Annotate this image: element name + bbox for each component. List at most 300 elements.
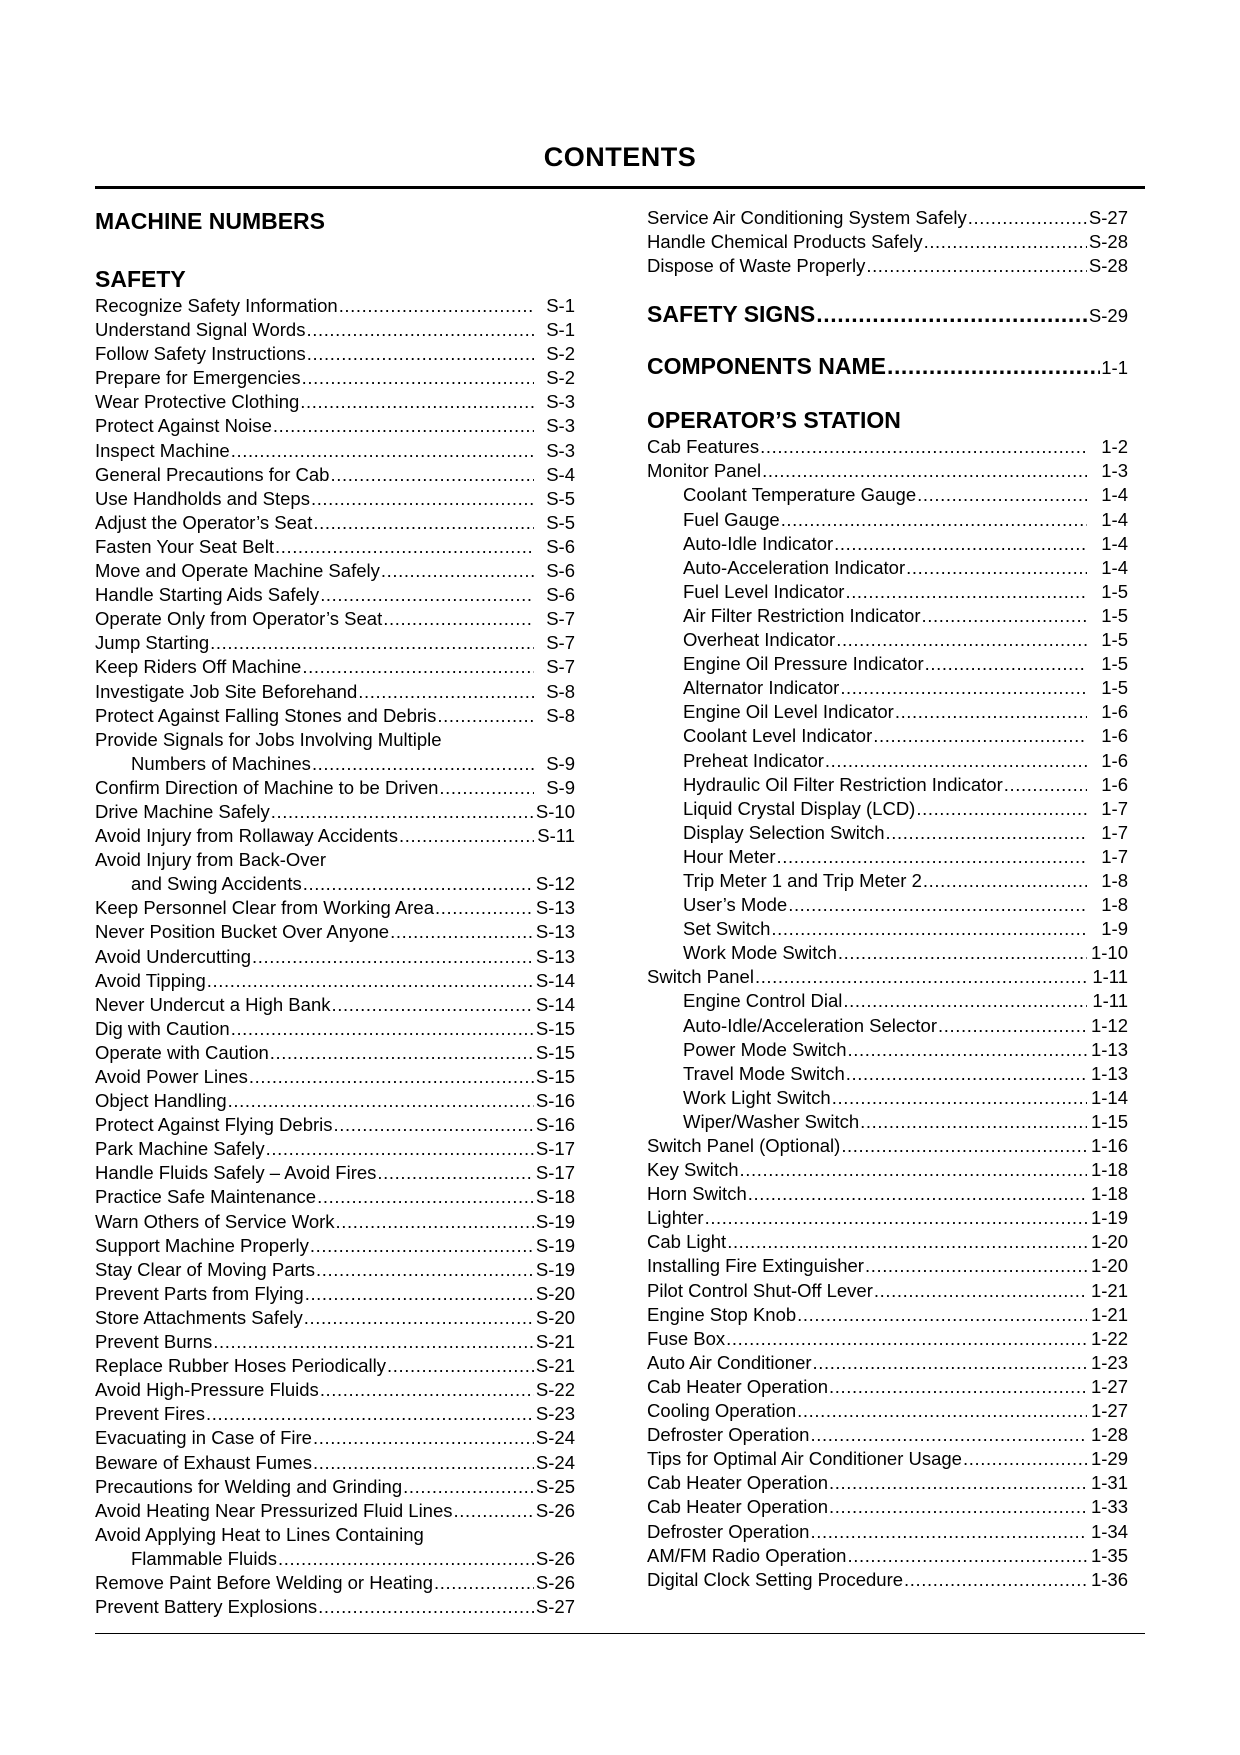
toc-entry-page: 1-7 [1101, 797, 1128, 819]
toc-entry[interactable] [647, 821, 1128, 845]
dot-leader [435, 896, 534, 920]
dot-leader [887, 351, 1100, 381]
dot-leader [810, 1423, 1087, 1447]
dot-leader [797, 1303, 1087, 1327]
toc-entry-page: S-19 [535, 1210, 575, 1232]
toc-entry-page: S-13 [535, 945, 575, 967]
toc-entry-title: Jump Starting [95, 632, 210, 654]
toc-entry-title: Defroster Operation [647, 1520, 810, 1542]
toc-entry-title: Evacuating in Case of Fire [95, 1427, 312, 1449]
dot-leader [843, 989, 1087, 1013]
toc-entry[interactable] [647, 483, 1128, 507]
toc-entry[interactable] [647, 652, 1128, 676]
toc-entry[interactable] [647, 797, 1128, 821]
toc-entry[interactable] [95, 390, 575, 414]
toc-entry-page: S-6 [546, 560, 575, 582]
toc-entry-title: Set Switch [683, 918, 771, 940]
dot-leader [304, 1306, 534, 1330]
dot-leader [210, 631, 534, 655]
toc-entry[interactable] [647, 206, 1128, 230]
toc-entry[interactable] [95, 704, 575, 728]
dot-leader [904, 1568, 1087, 1592]
toc-entry-title: Preheat Indicator [683, 749, 824, 771]
toc-entry[interactable] [647, 254, 1128, 278]
toc-entry[interactable] [647, 1568, 1128, 1592]
toc-entry[interactable] [95, 800, 575, 824]
title-rule [95, 186, 1145, 189]
toc-entry-page: S-8 [546, 680, 575, 702]
toc-entry-page: S-21 [535, 1331, 575, 1353]
toc-entry-title: Power Mode Switch [683, 1038, 847, 1060]
toc-entry-page: S-14 [535, 969, 575, 991]
toc-entry-page: S-20 [535, 1282, 575, 1304]
toc-entry-page: 1-18 [1090, 1183, 1128, 1205]
toc-entry[interactable] [95, 655, 575, 679]
toc-entry-page: S-28 [1088, 255, 1128, 277]
toc-entry[interactable] [647, 1062, 1128, 1086]
toc-entry-title: Work Light Switch [683, 1086, 831, 1108]
toc-entry-title: Dig with Caution [95, 1017, 230, 1039]
toc-entry[interactable] [647, 604, 1128, 628]
toc-entry[interactable] [647, 1158, 1128, 1182]
dot-leader [300, 390, 534, 414]
dot-leader [206, 1402, 534, 1426]
toc-entry-title: Cab Heater Operation [647, 1375, 828, 1397]
toc-entry[interactable] [95, 1185, 575, 1209]
dot-leader [273, 414, 534, 438]
toc-entry-title: User’s Mode [683, 894, 788, 916]
dot-leader [727, 1230, 1087, 1254]
toc-entry-page: S-10 [535, 800, 575, 822]
toc-entry[interactable] [95, 607, 575, 631]
toc-entry-title: Stay Clear of Moving Parts [95, 1258, 316, 1280]
toc-entry[interactable] [647, 1134, 1128, 1158]
dot-leader [303, 872, 534, 896]
toc-entry-title: Avoid Injury from Rollaway Accidents [95, 825, 398, 847]
toc-entry[interactable] [95, 463, 575, 487]
toc-entry-page: S-19 [535, 1234, 575, 1256]
toc-entry[interactable] [647, 773, 1128, 797]
dot-leader [302, 655, 534, 679]
toc-entry-title: Investigate Job Site Beforehand [95, 680, 358, 702]
toc-entry-title: Prepare for Emergencies [95, 367, 301, 389]
dot-leader [777, 845, 1087, 869]
dot-leader [339, 294, 534, 318]
dot-leader [845, 580, 1087, 604]
heading-operators-station[interactable]: OPERATOR’S STATION [647, 407, 901, 434]
toc-entry-title: Protect Against Falling Stones and Debris [95, 704, 437, 726]
toc-entry[interactable] [647, 749, 1128, 773]
toc-entry[interactable] [95, 1137, 575, 1161]
toc-entry-page: 1-19 [1090, 1207, 1128, 1229]
dot-leader [331, 993, 534, 1017]
dot-leader [847, 1544, 1087, 1568]
toc-entry[interactable] [95, 752, 575, 776]
toc-entry[interactable] [647, 1375, 1128, 1399]
left-column [95, 206, 575, 1619]
toc-entry-page: 1-8 [1101, 894, 1128, 916]
toc-entry-page: 1-6 [1101, 749, 1128, 771]
toc-entry-page: S-26 [535, 1547, 575, 1569]
toc-entry-title: and Swing Accidents [131, 873, 302, 895]
toc-entry-title: Store Attachments Safely [95, 1306, 303, 1328]
toc-entry-page: 1-13 [1090, 1062, 1128, 1084]
toc-entry-page: S-3 [546, 415, 575, 437]
toc-entry[interactable] [647, 556, 1128, 580]
toc-entry-title: Pilot Control Shut-Off Lever [647, 1279, 873, 1301]
right-column [647, 206, 1128, 1592]
dot-leader [726, 1327, 1087, 1351]
toc-entry-title: Work Mode Switch [683, 942, 837, 964]
toc-entry-page: 1-11 [1092, 990, 1128, 1012]
toc-entry[interactable] [95, 1234, 575, 1258]
dot-leader [311, 487, 534, 511]
toc-entry-title: Auto Air Conditioner [647, 1351, 812, 1373]
toc-entry-page: 1-29 [1090, 1448, 1128, 1470]
toc-entry[interactable] [95, 1065, 575, 1089]
toc-entry-page: S-16 [535, 1090, 575, 1112]
dot-leader [358, 680, 534, 704]
dot-leader [310, 1234, 534, 1258]
toc-entry[interactable] [647, 965, 1128, 989]
toc-entry[interactable] [647, 917, 1128, 941]
dot-leader [895, 700, 1087, 724]
dot-leader [387, 1354, 534, 1378]
toc-entry[interactable] [647, 1495, 1128, 1519]
toc-entry-title: Fuel Level Indicator [683, 580, 845, 602]
toc-entry[interactable] [95, 1499, 575, 1523]
toc-entry[interactable] [95, 896, 575, 920]
toc-entry-page: S-27 [1088, 207, 1128, 228]
toc-entry-title: Installing Fire Extinguisher [647, 1255, 864, 1277]
toc-entry-page: 1-9 [1101, 918, 1128, 940]
toc-entry-title: Liquid Crystal Display (LCD) [683, 797, 916, 819]
dot-leader [252, 945, 534, 969]
operators-station-entry-list [647, 435, 1128, 1592]
toc-entry[interactable] [95, 1475, 575, 1499]
toc-entry-page: 1-6 [1101, 701, 1128, 723]
toc-entry-page: 1-4 [1101, 532, 1128, 554]
toc-entry-page: S-25 [535, 1475, 575, 1497]
toc-entry[interactable] [95, 318, 575, 342]
toc-entry[interactable] [647, 1423, 1128, 1447]
toc-entry[interactable] [95, 776, 575, 800]
toc-entry-title: Remove Paint Before Welding or Heating [95, 1571, 433, 1593]
toc-entry-page: 1-5 [1101, 653, 1128, 675]
toc-entry-title: Prevent Burns [95, 1331, 213, 1353]
toc-entry[interactable] [95, 342, 575, 366]
toc-entry[interactable] [647, 941, 1128, 965]
dot-leader [840, 676, 1087, 700]
dot-leader [829, 1495, 1087, 1519]
toc-entry[interactable] [647, 1544, 1128, 1568]
toc-entry[interactable] [95, 969, 575, 993]
dot-leader [317, 1185, 534, 1209]
toc-entry-page: 1-33 [1090, 1496, 1128, 1518]
toc-entry-title: Protect Against Noise [95, 415, 272, 437]
dot-leader [924, 230, 1087, 254]
dot-leader [318, 1595, 534, 1619]
dot-leader [825, 749, 1087, 773]
toc-entry-page: 1-13 [1090, 1038, 1128, 1060]
toc-entry-page: S-15 [535, 1041, 575, 1063]
toc-entry-title: Keep Riders Off Machine [95, 656, 302, 678]
toc-entry-title: Cooling Operation [647, 1400, 797, 1422]
toc-entry[interactable] [95, 1210, 575, 1234]
toc-entry-page: S-4 [546, 463, 575, 485]
toc-entry-title: Air Filter Restriction Indicator [683, 604, 921, 626]
dot-leader [306, 318, 534, 342]
toc-entry-page: S-11 [537, 825, 575, 847]
toc-entry-continued[interactable] [95, 848, 575, 872]
toc-entry[interactable] [95, 680, 575, 704]
toc-entry-page: S-26 [535, 1499, 575, 1521]
toc-entry-components-name[interactable] [647, 351, 1128, 381]
toc-entry-title: Trip Meter 1 and Trip Meter 2 [683, 869, 922, 891]
toc-entry-title: Never Position Bucket Over Anyone [95, 921, 390, 943]
dot-leader [874, 1279, 1087, 1303]
toc-entry[interactable] [95, 631, 575, 655]
toc-entry-page: 1-18 [1090, 1159, 1128, 1181]
toc-entry-page: 1-21 [1090, 1279, 1128, 1301]
toc-entry[interactable] [95, 1402, 575, 1426]
toc-entry-title: AM/FM Radio Operation [647, 1544, 847, 1566]
toc-entry-page: 1-20 [1090, 1231, 1128, 1253]
toc-entry-title: Hour Meter [683, 845, 776, 867]
toc-entry[interactable] [95, 1113, 575, 1137]
dot-leader [865, 1254, 1087, 1278]
toc-entry-page: S-15 [535, 1017, 575, 1039]
dot-leader [207, 969, 534, 993]
toc-entry[interactable] [95, 559, 575, 583]
dot-leader [829, 1471, 1087, 1495]
toc-entry-page: 1-11 [1092, 966, 1128, 988]
toc-entry-title: Replace Rubber Hoses Periodically [95, 1355, 387, 1377]
toc-entry[interactable] [95, 1451, 575, 1475]
toc-entry[interactable] [647, 508, 1128, 532]
toc-entry-title: Beware of Exhaust Fumes [95, 1451, 312, 1473]
toc-entry[interactable] [647, 628, 1128, 652]
toc-entry[interactable] [647, 1520, 1128, 1544]
toc-entry-title: Inspect Machine [95, 439, 230, 461]
dot-leader [266, 1137, 534, 1161]
toc-entry[interactable] [95, 1282, 575, 1306]
dot-leader [968, 206, 1087, 230]
toc-entry-title: Move and Operate Machine Safely [95, 560, 380, 582]
toc-entry-title: Tips for Optimal Air Conditioner Usage [647, 1448, 962, 1470]
toc-entry-page: S-9 [546, 776, 575, 798]
toc-entry[interactable] [95, 1426, 575, 1450]
toc-entry-title: Cab Features [647, 436, 760, 458]
toc-entry-title: Fuse Box [647, 1327, 726, 1349]
dot-leader [846, 1062, 1087, 1086]
toc-entry-title: Switch Panel [647, 966, 754, 988]
toc-entry[interactable] [647, 1303, 1128, 1327]
toc-entry[interactable] [647, 1399, 1128, 1423]
toc-entry-title: Travel Mode Switch [683, 1062, 845, 1084]
dot-leader [228, 1089, 534, 1113]
toc-entry[interactable] [95, 583, 575, 607]
toc-entry-title: Numbers of Machines [131, 752, 311, 774]
heading-machine-numbers[interactable]: MACHINE NUMBERS [95, 208, 325, 234]
toc-entry-title: Avoid Heating Near Pressurized Fluid Lines [95, 1499, 453, 1521]
toc-entry[interactable] [647, 724, 1128, 748]
toc-entry[interactable] [95, 1041, 575, 1065]
toc-entry-page: 1-4 [1101, 508, 1128, 530]
toc-entry[interactable] [647, 1230, 1128, 1254]
toc-entry-title: Handle Starting Aids Safely [95, 584, 320, 606]
toc-entry-continued[interactable] [95, 1523, 575, 1547]
dot-leader [841, 1134, 1087, 1158]
dot-leader [963, 1447, 1087, 1471]
toc-entry[interactable] [647, 1279, 1128, 1303]
toc-entry[interactable] [647, 869, 1128, 893]
toc-entry[interactable] [647, 1254, 1128, 1278]
toc-entry[interactable] [647, 1206, 1128, 1230]
toc-entry[interactable] [647, 230, 1128, 254]
dot-leader [330, 463, 534, 487]
dot-leader [316, 1258, 534, 1282]
toc-entry[interactable] [95, 993, 575, 1017]
toc-entry[interactable] [647, 845, 1128, 869]
toc-entry[interactable] [95, 439, 575, 463]
toc-entry-title: Engine Stop Knob [647, 1303, 797, 1325]
toc-entry[interactable] [95, 824, 575, 848]
toc-entry-title: Avoid Tipping [95, 969, 206, 991]
toc-entry-title: Engine Control Dial [683, 990, 843, 1012]
toc-entry-page: S-12 [535, 873, 575, 895]
toc-entry-title: Avoid Applying Heat to Lines Containing [95, 1523, 424, 1545]
toc-entry[interactable] [95, 1089, 575, 1113]
dot-leader [320, 1378, 534, 1402]
toc-entry-page: S-7 [546, 632, 575, 654]
toc-entry[interactable] [95, 945, 575, 969]
toc-entry-title: General Precautions for Cab [95, 463, 330, 485]
toc-entry-page: S-6 [546, 535, 575, 557]
toc-entry-title: Understand Signal Words [95, 319, 306, 341]
toc-entry-title: Fasten Your Seat Belt [95, 535, 274, 557]
dot-leader [847, 1038, 1087, 1062]
dot-leader [275, 535, 534, 559]
toc-entry-page: S-24 [535, 1451, 575, 1473]
toc-entry[interactable] [95, 487, 575, 511]
toc-entry-page: S-5 [546, 487, 575, 509]
toc-entry-page: S-26 [535, 1571, 575, 1593]
toc-entry-title: Avoid Injury from Back-Over [95, 849, 326, 871]
toc-entry[interactable] [95, 1330, 575, 1354]
toc-entry[interactable] [95, 1017, 575, 1041]
toc-entry[interactable] [647, 1014, 1128, 1038]
toc-entry-title: Precautions for Welding and Grinding [95, 1475, 403, 1497]
dot-leader [313, 1451, 534, 1475]
toc-entry[interactable] [647, 1471, 1128, 1495]
toc-entry[interactable] [647, 989, 1128, 1013]
toc-entry[interactable] [647, 1351, 1128, 1375]
toc-entry[interactable] [95, 511, 575, 535]
toc-entry-title: Engine Oil Level Indicator [683, 701, 894, 723]
dot-leader [921, 604, 1087, 628]
toc-entry-title: Drive Machine Safely [95, 800, 270, 822]
toc-entry[interactable] [647, 580, 1128, 604]
safety-entry-list-continued [647, 206, 1128, 278]
dot-leader [917, 483, 1087, 507]
toc-entry-title: COMPONENTS NAME [647, 353, 886, 380]
dot-leader [781, 508, 1087, 532]
toc-entry[interactable] [95, 294, 575, 318]
dot-leader [271, 800, 534, 824]
dot-leader [916, 797, 1087, 821]
toc-entry-title: Operate Only from Operator’s Seat [95, 608, 383, 630]
toc-entry[interactable] [647, 676, 1128, 700]
toc-entry[interactable] [647, 532, 1128, 556]
toc-entry[interactable] [95, 414, 575, 438]
toc-entry-safety-signs[interactable] [647, 299, 1128, 329]
toc-entry[interactable] [647, 459, 1128, 483]
toc-entry-title: Park Machine Safely [95, 1138, 265, 1160]
toc-entry[interactable] [647, 1038, 1128, 1062]
toc-entry[interactable] [95, 1378, 575, 1402]
toc-entry[interactable] [647, 1086, 1128, 1110]
toc-entry[interactable] [647, 435, 1128, 459]
toc-entry[interactable] [647, 1110, 1128, 1134]
toc-entry-title: Coolant Level Indicator [683, 725, 873, 747]
toc-entry[interactable] [95, 1595, 575, 1619]
toc-entry-page: 1-8 [1101, 869, 1128, 891]
toc-entry[interactable] [647, 1182, 1128, 1206]
toc-entry-title: Auto-Idle Indicator [683, 532, 834, 554]
toc-entry-page: S-3 [546, 439, 575, 461]
toc-entry[interactable] [95, 1547, 575, 1571]
toc-entry[interactable] [95, 366, 575, 390]
toc-entry-title: Operate with Caution [95, 1041, 269, 1063]
toc-entry[interactable] [95, 535, 575, 559]
dot-leader [313, 511, 534, 535]
toc-entry[interactable] [647, 1327, 1128, 1351]
toc-entry-title: Avoid Undercutting [95, 945, 251, 967]
toc-entry-page: S-7 [546, 608, 575, 630]
toc-entry[interactable] [95, 1354, 575, 1378]
toc-entry-page: S-23 [535, 1403, 575, 1425]
dot-leader [810, 1520, 1087, 1544]
toc-entry-continued[interactable] [95, 728, 575, 752]
toc-entry-page: S-19 [535, 1258, 575, 1280]
dot-leader [278, 1547, 534, 1571]
toc-entry[interactable] [647, 700, 1128, 724]
toc-entry-title: Monitor Panel [647, 460, 762, 482]
toc-entry-page: S-21 [535, 1355, 575, 1377]
toc-entry[interactable] [95, 920, 575, 944]
toc-entry[interactable] [95, 872, 575, 896]
toc-entry-title: Practice Safe Maintenance [95, 1186, 317, 1208]
toc-entry-title: Support Machine Properly [95, 1234, 309, 1256]
toc-entry[interactable] [95, 1258, 575, 1282]
toc-entry-title: Avoid High-Pressure Fluids [95, 1379, 319, 1401]
toc-entry[interactable] [95, 1571, 575, 1595]
heading-safety[interactable]: SAFETY [95, 266, 186, 292]
toc-entry-page: 1-23 [1090, 1351, 1128, 1373]
toc-entry[interactable] [95, 1161, 575, 1185]
dot-leader [755, 965, 1087, 989]
dot-leader [434, 1571, 534, 1595]
dot-leader [834, 532, 1087, 556]
toc-entry[interactable] [647, 893, 1128, 917]
toc-entry-page: 1-7 [1101, 845, 1128, 867]
toc-entry[interactable] [647, 1447, 1128, 1471]
toc-entry-page: S-24 [535, 1427, 575, 1449]
toc-entry[interactable] [95, 1306, 575, 1330]
toc-entry-title: Switch Panel (Optional) [647, 1135, 841, 1156]
toc-entry-page: S-28 [1088, 231, 1128, 253]
